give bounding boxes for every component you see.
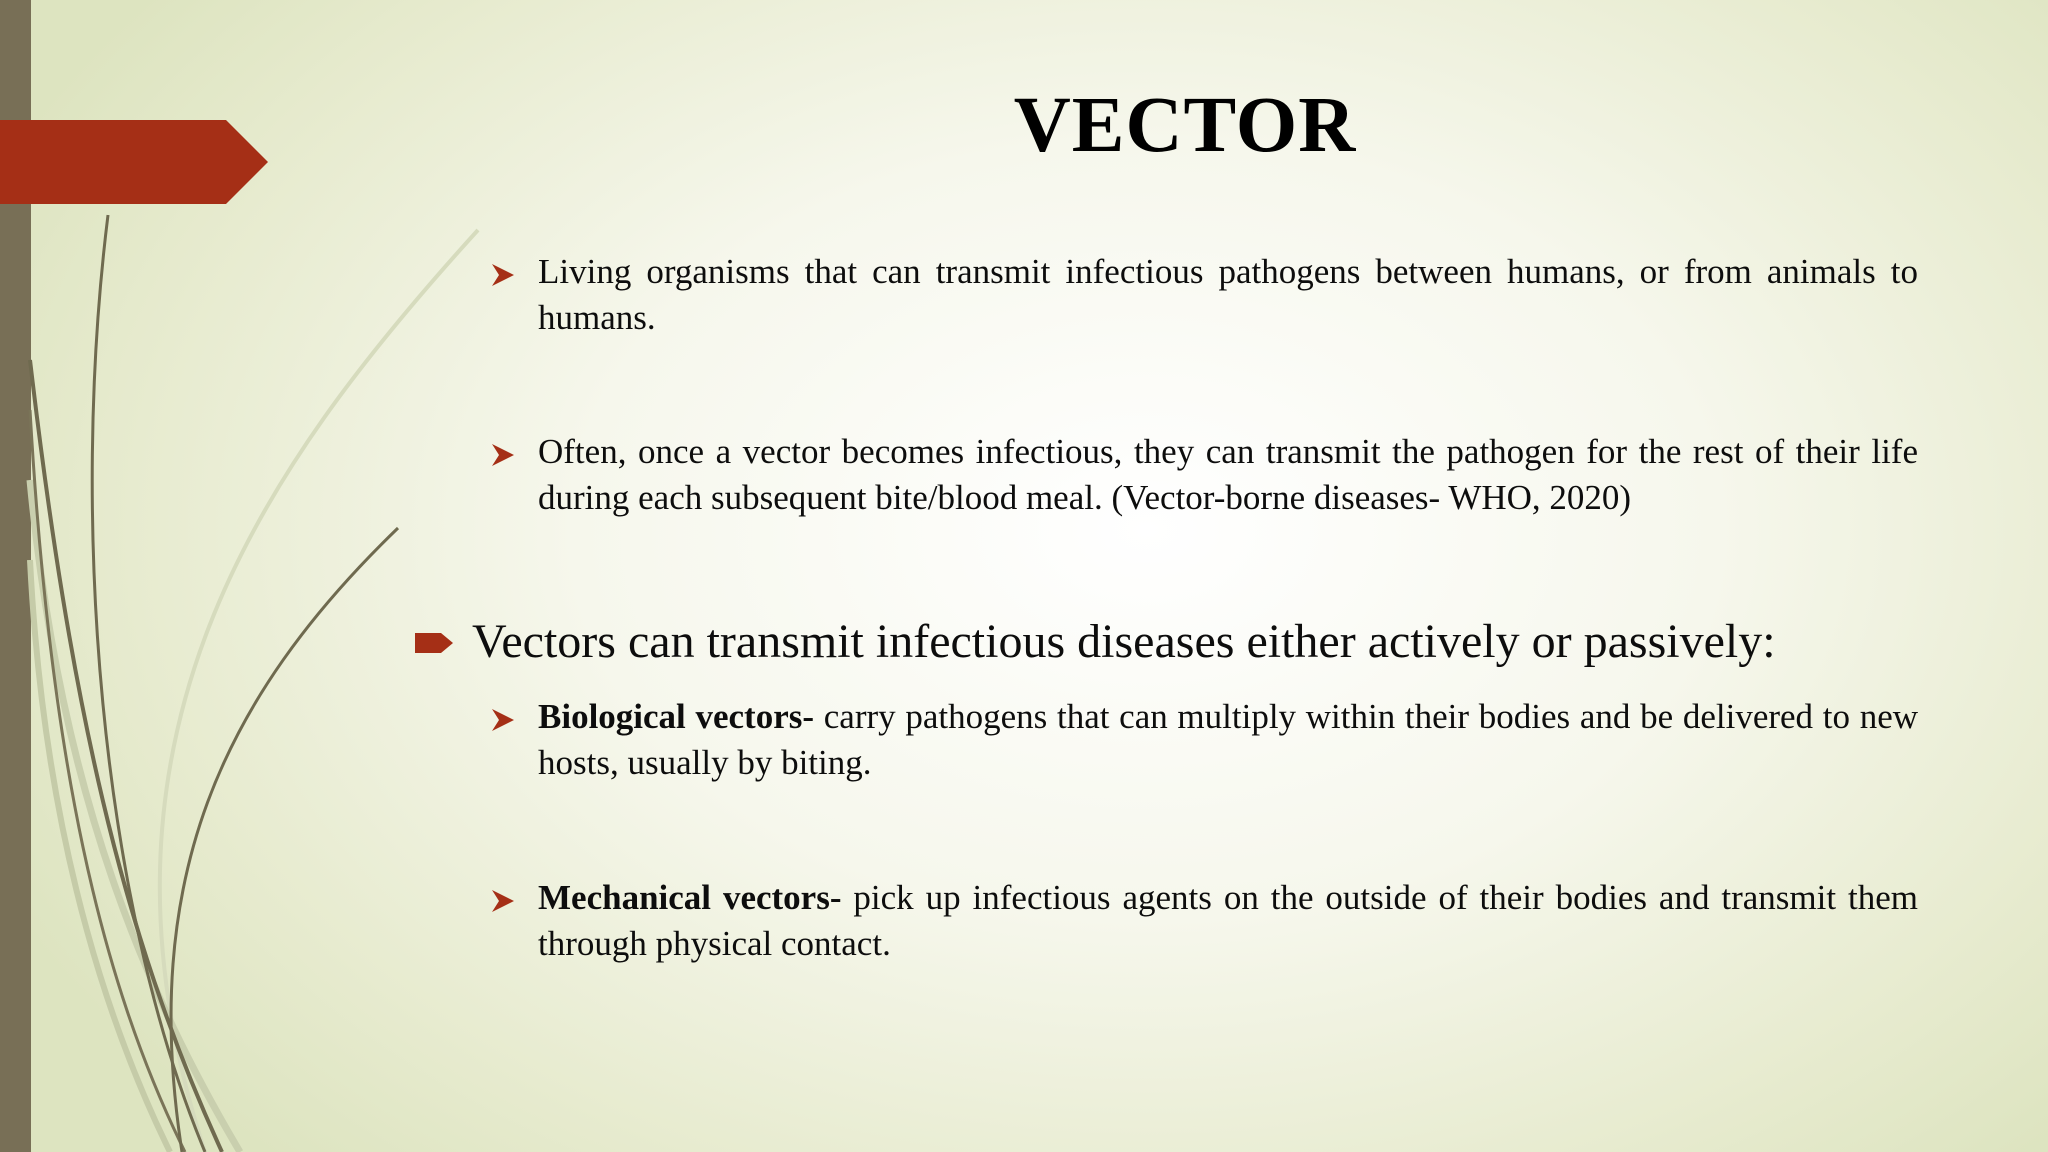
bullet-term: Biological vectors- (538, 697, 815, 736)
bullet-transmission-modes (472, 613, 1952, 671)
arrowhead-bullet-icon (490, 262, 516, 288)
bullet-vector-infectious (538, 429, 1918, 521)
arrowhead-bullet-icon (490, 707, 516, 733)
bullet-text: Often, once a vector becomes infectious, they can transmit the pathogen for the rest of their life during each subsequent bite/blood meal. (Vector-borne diseases- WHO, 2020) (538, 432, 1918, 517)
bullet-term: Mechanical vectors- (538, 878, 842, 917)
arrowhead-bullet-icon (490, 442, 516, 468)
bullet-vector-definition (538, 249, 1918, 341)
bullet-biological-vectors (538, 694, 1918, 786)
bullet-text: Living organisms that can transmit infectious pathogens between humans, or from animals to humans. (538, 252, 1918, 337)
title-accent-tab (0, 120, 268, 204)
block-arrow-bullet-icon (415, 630, 455, 656)
bullet-text: pick up infectious agents on the outside of their bodies and transmit them through physical contact. (538, 878, 1919, 963)
bullet-text: carry pathogens that can multiply within their bodies and be delivered to new hosts, usually by biting. (538, 697, 1919, 782)
slide-title: VECTOR (1013, 82, 1357, 169)
bullet-text: Vectors can transmit infectious diseases either actively or passively: (472, 615, 1776, 668)
bullet-mechanical-vectors (538, 875, 1918, 967)
arrowhead-bullet-icon (490, 888, 516, 914)
